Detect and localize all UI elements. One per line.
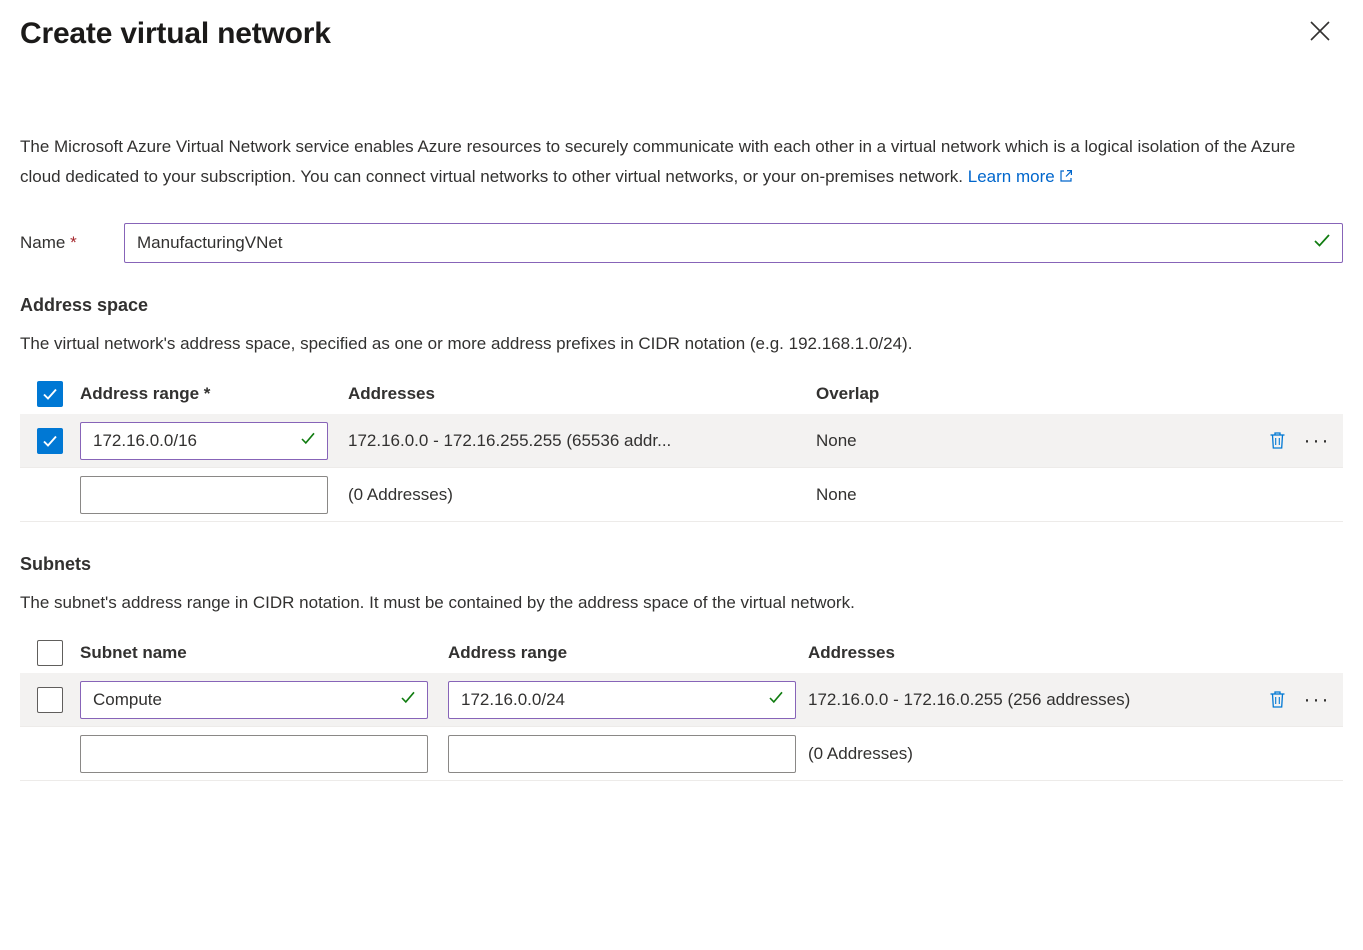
trash-icon[interactable] xyxy=(1265,688,1289,712)
address-range-cell xyxy=(80,422,348,460)
learn-more-link[interactable] xyxy=(968,167,1073,186)
subnets-heading: Subnets xyxy=(20,554,92,574)
subnets-description: The subnet's address range in CIDR notation. It must be contained by the address space of the virtual network. xyxy=(20,593,855,612)
row-actions-cell xyxy=(1196,429,1343,453)
subnet-range-cell xyxy=(448,681,808,719)
intro-text: The Microsoft Azure Virtual Network service enables Azure resources to securely communicate with each other in a virtual network which is a logical isolation of the Azure cloud dedicated to your subscription. You can connect virtual networks to other virtual networks, or your on-premises network. xyxy=(20,137,1296,186)
overlap-cell: None xyxy=(816,484,857,504)
col-addresses: Addresses xyxy=(348,384,435,403)
trash-glyph xyxy=(1267,430,1288,451)
subnet-name-input-empty[interactable] xyxy=(80,735,428,773)
address-range-cell xyxy=(80,476,348,514)
close-icon[interactable] xyxy=(1303,14,1337,48)
subnet-addresses-cell: 172.16.0.0 - 172.16.0.255 (256 addresses) xyxy=(808,689,1131,709)
subnet-range-field xyxy=(448,735,796,773)
address-space-description: The virtual network's address space, specified as one or more address prefixes in CIDR notation (e.g. 192.168.1.0/24). xyxy=(20,334,913,353)
learn-more-label: Learn more xyxy=(967,167,1055,186)
subnet-name-field xyxy=(80,681,428,719)
address-space-select-all-checkbox[interactable] xyxy=(37,381,63,407)
select-all-cell xyxy=(20,381,80,407)
trash-glyph xyxy=(1267,689,1288,710)
name-row xyxy=(20,223,1343,263)
addresses-cell: 172.16.0.0 - 172.16.255.255 (65536 addr... xyxy=(348,430,672,450)
subnets-grid-header xyxy=(20,637,1343,673)
row-select-cell xyxy=(20,687,80,713)
address-space-grid-header xyxy=(20,378,1343,414)
address-space-row-checkbox[interactable] xyxy=(37,428,63,454)
subnet-addresses-cell: (0 Addresses) xyxy=(808,743,913,763)
subnet-range-cell xyxy=(448,735,808,773)
col-subnet-addresses: Addresses xyxy=(808,643,895,662)
address-space-grid xyxy=(20,378,1343,522)
name-input[interactable] xyxy=(124,223,1343,263)
intro-paragraph xyxy=(20,132,1340,193)
external-link-icon xyxy=(1059,163,1073,193)
subnet-address-range-input[interactable] xyxy=(448,681,796,719)
subnet-name-field xyxy=(80,735,428,773)
col-overlap: Overlap xyxy=(816,384,880,403)
subnet-name-input[interactable] xyxy=(80,681,428,719)
name-label xyxy=(20,233,124,253)
col-subnet-name: Subnet name xyxy=(80,643,187,662)
address-range-field xyxy=(80,422,328,460)
col-subnet-address-range: Address range xyxy=(448,643,568,662)
page-title: Create virtual network xyxy=(20,17,331,50)
subnet-address-range-input-empty[interactable] xyxy=(448,735,796,773)
address-range-input[interactable] xyxy=(80,422,328,460)
subnet-range-field xyxy=(448,681,796,719)
checkmark-glyph xyxy=(41,385,59,403)
addresses-cell: (0 Addresses) xyxy=(348,484,453,504)
checkmark-glyph xyxy=(41,432,59,450)
select-all-cell xyxy=(20,640,80,666)
table-row[interactable] xyxy=(20,468,1343,522)
required-marker: * xyxy=(70,233,77,252)
address-range-input-empty[interactable] xyxy=(80,476,328,514)
row-actions-cell xyxy=(1233,688,1343,712)
table-row[interactable] xyxy=(20,673,1343,727)
col-address-range: Address range * xyxy=(80,384,211,403)
subnet-name-cell xyxy=(80,681,448,719)
address-range-field xyxy=(80,476,328,514)
table-row[interactable] xyxy=(20,414,1343,468)
address-space-heading: Address space xyxy=(20,295,149,315)
table-row[interactable] xyxy=(20,727,1343,781)
name-label-text: Name xyxy=(20,233,66,252)
subnets-grid xyxy=(20,637,1343,781)
subnet-name-cell xyxy=(80,735,448,773)
close-glyph xyxy=(1309,20,1331,42)
subnet-row-checkbox[interactable] xyxy=(37,687,63,713)
overlap-cell: None xyxy=(816,430,857,450)
panel-header xyxy=(0,0,1363,54)
ellipsis-icon[interactable]: ··· xyxy=(1303,428,1331,452)
panel-body xyxy=(0,132,1363,781)
row-select-cell xyxy=(20,428,80,454)
trash-icon[interactable] xyxy=(1265,429,1289,453)
subnets-select-all-checkbox[interactable] xyxy=(37,640,63,666)
name-field-wrapper xyxy=(124,223,1343,263)
ellipsis-icon[interactable]: ··· xyxy=(1303,687,1331,711)
